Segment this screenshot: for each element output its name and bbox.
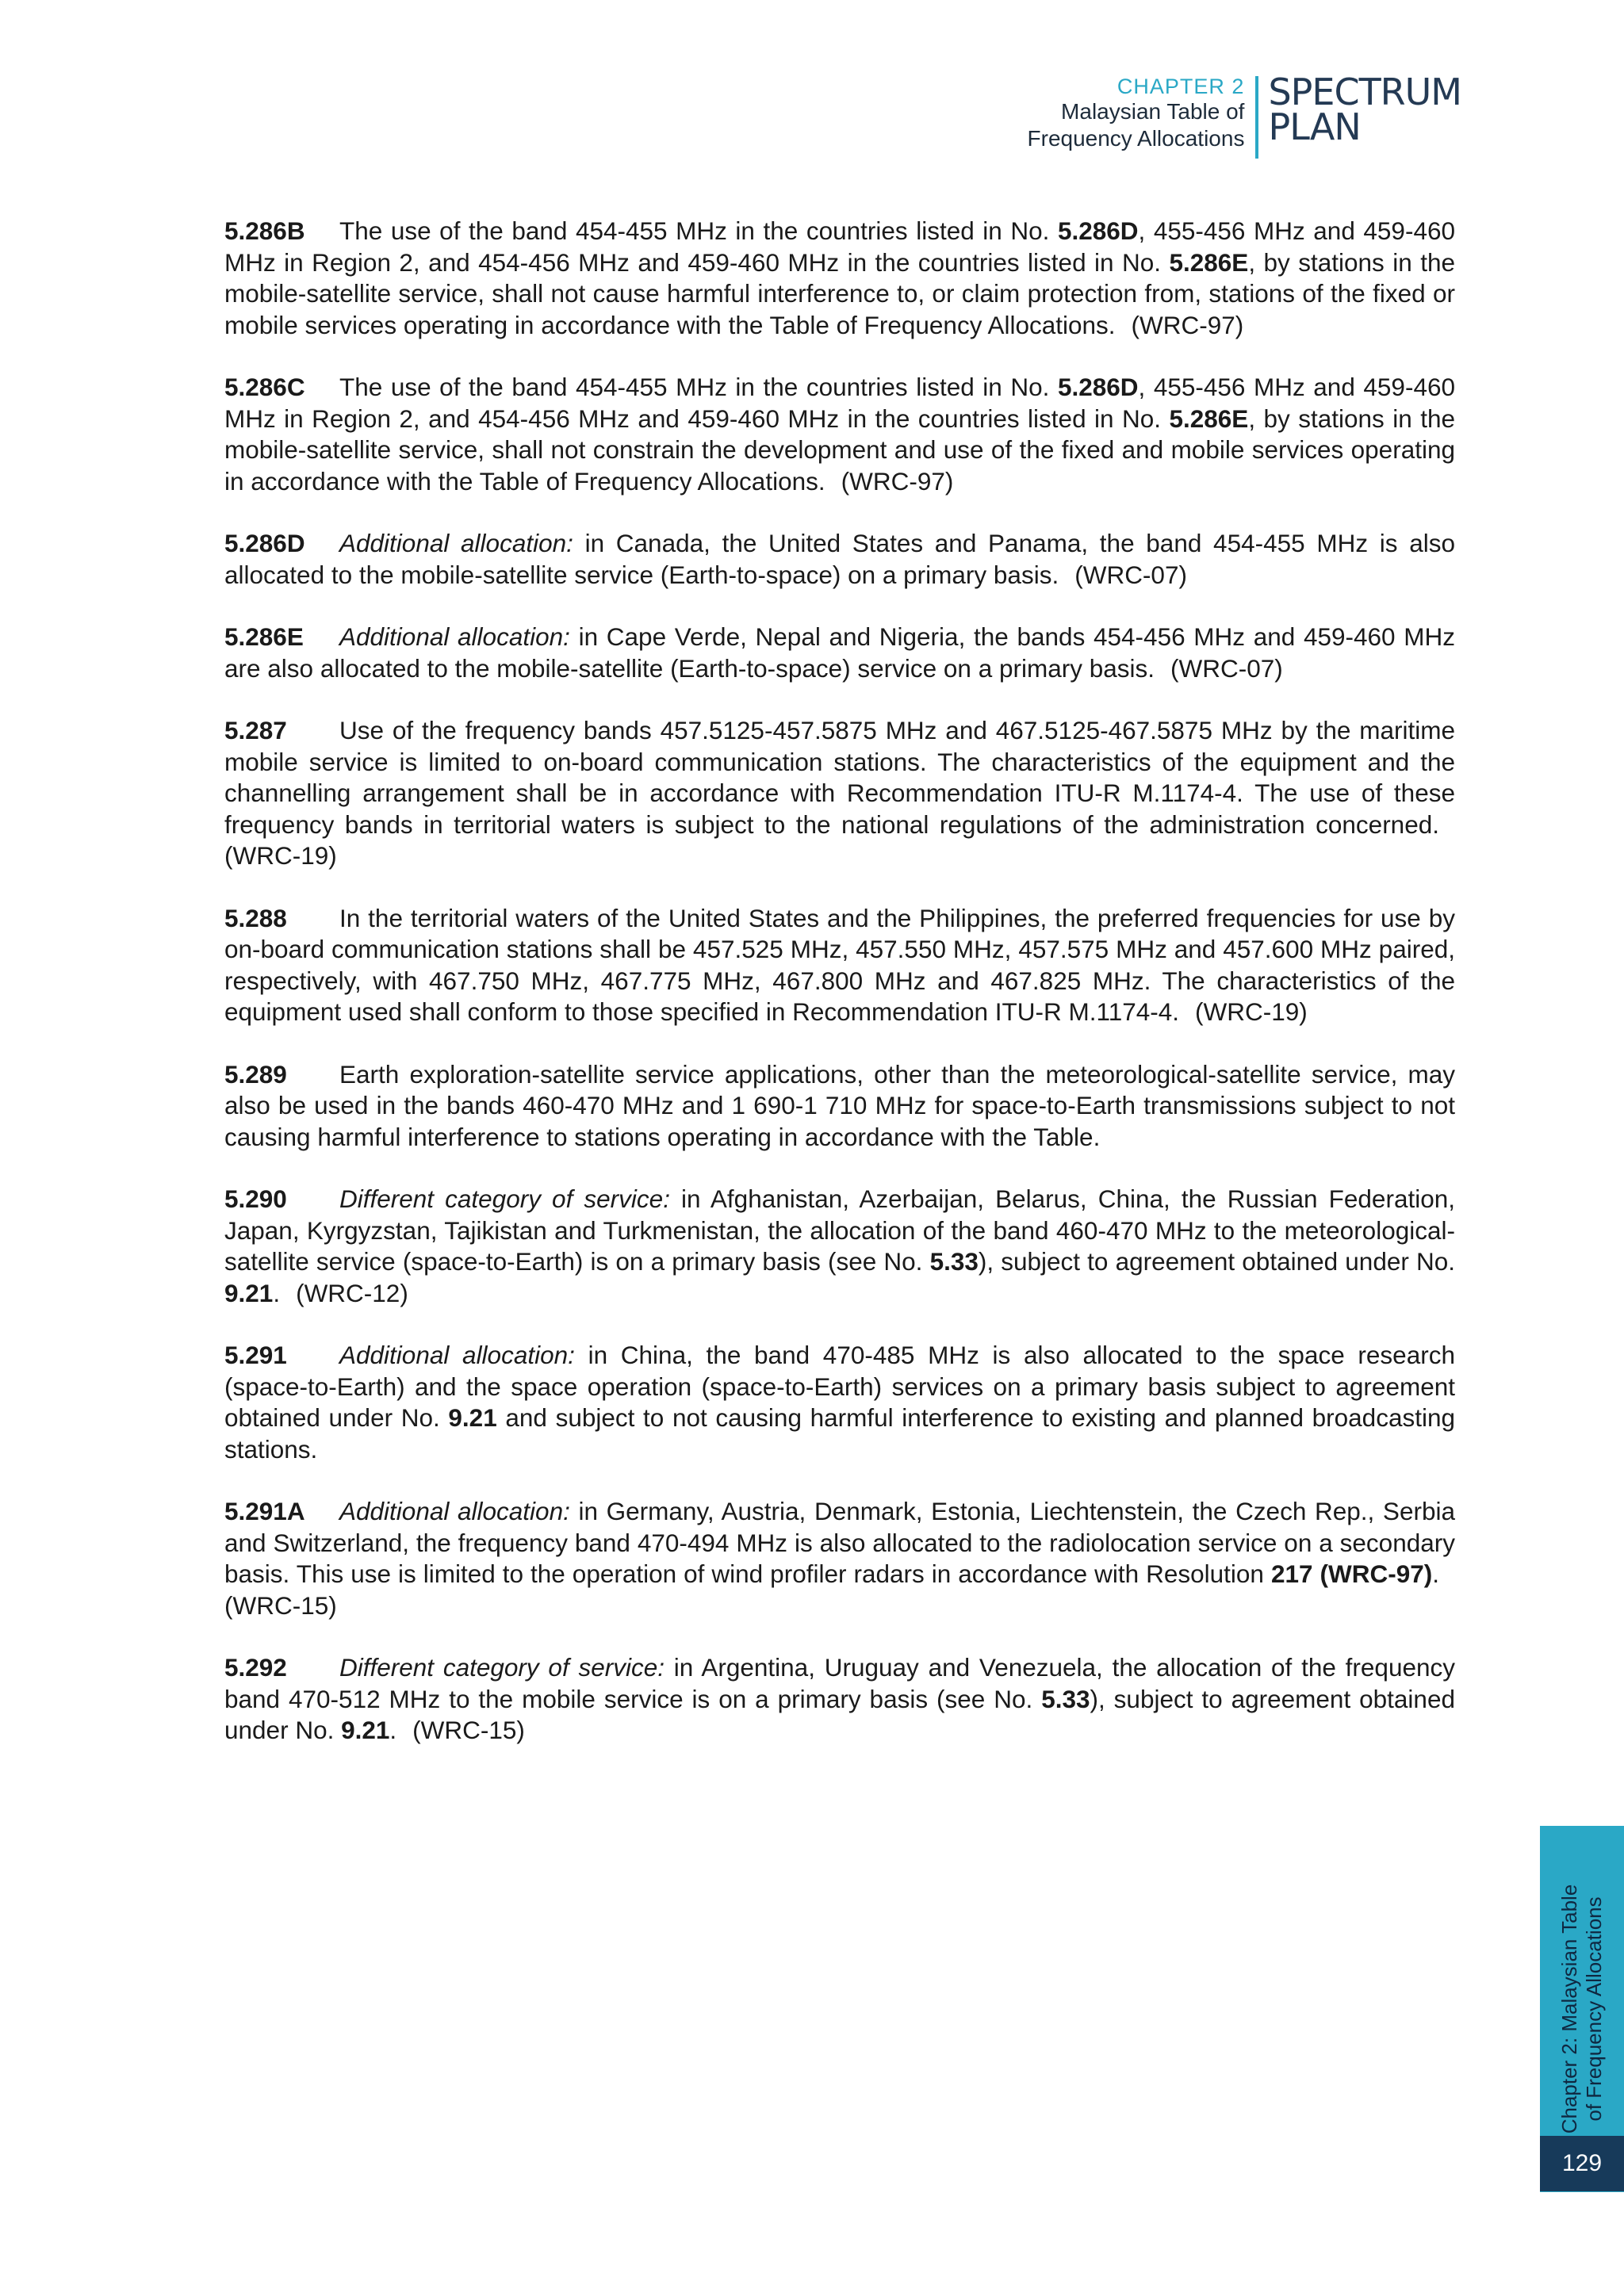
logo-line-2: PLAN [1268,105,1361,148]
footnote-text: and subject to not causing harmful interference to existing and planned broadcasting stations. [224,1403,1456,1464]
footnote-text: in Afghanistan, Azerbaijan, Belarus, China, the Russian Federation, Japan, Kyrgyzstan, Tajikistan and Turkmenistan, the allocation of the band 460-470 MHz to the meteorological-satellite service (space-to-Earth) is on a primary basis (see No. [224,1184,1456,1276]
page-number: 129 [1540,2136,1624,2191]
conference-reference: (WRC-15) [412,1716,525,1744]
cross-reference: 5.33 [929,1247,979,1276]
footnote-paragraph [224,1340,1455,1465]
footnotes-body [224,216,1455,1777]
footnote-text: ), subject to agreement obtained under No. [224,1684,1455,1744]
footnote-text: , 455-456 MHz and 459-460 MHz in Region 2, and 454-456 MHz and 459-460 MHz in the countries listed in No. [224,373,1455,433]
cross-reference: 217 (WRC-97) [1270,1559,1433,1588]
footnote-number: 5.292 [224,1653,287,1682]
side-tab-line-2: of Frequency Allocations [1582,1896,1606,2122]
chapter-label: CHAPTER 2 [1116,75,1245,98]
page-header [1027,71,1461,162]
footnote-text: in Germany, Austria, Denmark, Estonia, Liechtenstein, the Czech Rep., Serbia and Switzerland, the frequency band 470-494 MHz is also allocated to the radiolocation service on a secondary basis. This use is limited to the operation of wind profiler radars in accordance with Resolution [224,1497,1455,1588]
footnote-paragraph [224,1059,1455,1154]
logo-line-1: SPECTRUM [1268,71,1461,113]
footnote-text: The use of the band 454-455 MHz in the countries listed in No. [339,216,1058,245]
footnote-text: In the territorial waters of the United States and the Philippines, the preferred frequencies for use by on-board communication stations shall be 457.525 MHz, 457.550 MHz, 457.575 MHz and 457.600 MHz paired, respectively, with 467.750 MHz, 467.775 MHz, 467.800 MHz and 467.825 MHz. The characteristics of the equipment used shall conform to those specified in Recommendation ITU-R M.1174-4. [224,903,1455,1026]
footnote-number: 5.291A [224,1497,305,1525]
side-tab-line-1: Chapter 2: Malaysian Table [1557,1884,1581,2134]
side-tab-label [1557,1850,1607,2168]
footnote-number: 5.290 [224,1184,287,1213]
chapter-title-line-1: Malaysian Table of [1061,99,1245,124]
footnote-text: , 455-456 MHz and 459-460 MHz in Region 2, and 454-456 MHz and 459-460 MHz in the countries listed in No. [224,216,1455,277]
footnote-paragraph [224,1496,1455,1621]
footnote-number: 5.291 [224,1341,287,1369]
chapter-title-line-2: Frequency Allocations [1027,126,1245,151]
footnote-text: Use of the frequency bands 457.5125-457.5875 MHz and 467.5125-467.5875 MHz by the maritime mobile service is limited to on-board communication stations. The characteristics of the equipment and the channelling arrangement shall be in accordance with Recommendation ITU-R M.1174-4. The use of these frequency bands in territorial waters is subject to the national regulations of the administration concerned. [224,716,1455,839]
cross-reference: 5.286D [1057,216,1139,245]
cross-reference: 9.21 [448,1403,497,1432]
cross-reference: 9.21 [341,1716,390,1744]
footnote-number: 5.286C [224,373,305,401]
footnote-text: , by stations in the mobile-satellite service, shall not cause harmful interference to, or claim protection from, stations of the fixed or mobile services operating in accordance with the Table of Frequency Allocations. [224,247,1455,339]
footnote-paragraph [224,1652,1455,1747]
footnote-paragraph [224,1184,1455,1309]
footnote-number: 5.286E [224,622,304,651]
footnote-number: 5.289 [224,1059,287,1089]
footnote-text: ), subject to agreement obtained under No. [978,1247,1455,1276]
footnote-number: 5.287 [224,716,287,744]
footnote-text: , by stations in the mobile-satellite service, shall not constrain the development and use of the fixed and mobile services operating in accordance with the Table of Frequency Allocations. [224,404,1455,496]
spectrum-plan-logo [1258,71,1461,162]
conference-reference: (WRC-15) [224,1590,337,1620]
footnote-text: . [1432,1559,1439,1588]
footnote-text: Earth exploration-satellite service applications, other than the meteorological-satellite service, may also be used in the bands 460-470 MHz and 1 690-1 710 MHz for space-to-Earth transmissions subject to not causing harmful interference to stations operating in accordance with the Table. [224,1059,1455,1151]
cross-reference: 9.21 [224,1278,274,1307]
cross-reference: 5.286D [1057,373,1139,401]
allocation-qualifier: Additional allocation: [339,622,570,651]
allocation-qualifier: Additional allocation: [339,1341,575,1369]
footnote-paragraph [224,216,1455,341]
conference-reference: (WRC-19) [1195,997,1308,1026]
conference-reference: (WRC-07) [1170,653,1283,683]
footnote-paragraph [224,715,1455,872]
footnote-text: in China, the band 470-485 MHz is also allocated to the space research (space-to-Earth) and the space operation (space-to-Earth) services on a primary basis subject to agreement obtained under No. [224,1341,1455,1432]
header-text [1028,75,1256,162]
footnote-number: 5.286B [224,216,305,245]
allocation-qualifier: Additional allocation: [339,529,573,557]
cross-reference: 5.286E [1169,247,1249,277]
footnote-paragraph [224,903,1455,1028]
footnote-text: . [273,1278,281,1307]
footnote-paragraph [224,528,1455,591]
footnote-text: . [389,1716,397,1744]
footnote-paragraph [224,622,1455,684]
footnote-text: in Cape Verde, Nepal and Nigeria, the bands 454-456 MHz and 459-460 MHz are also allocated to the mobile-satellite (Earth-to-space) service on a primary basis. [224,622,1455,683]
cross-reference: 5.286E [1169,404,1249,433]
conference-reference: (WRC-97) [1131,310,1244,339]
allocation-qualifier: Different category of service: [339,1184,670,1213]
footnote-text: The use of the band 454-455 MHz in the countries listed in No. [339,373,1058,401]
cross-reference: 5.33 [1041,1684,1090,1713]
footnote-text: in Argentina, Uruguay and Venezuela, the allocation of the frequency band 470-512 MHz to the mobile service is on a primary basis (see No. [224,1653,1455,1713]
footnote-paragraph [224,372,1455,497]
footnote-number: 5.288 [224,903,287,932]
allocation-qualifier: Additional allocation: [339,1497,570,1525]
conference-reference: (WRC-97) [841,466,954,496]
conference-reference: (WRC-12) [296,1278,408,1307]
conference-reference: (WRC-07) [1074,560,1187,589]
footnote-number: 5.286D [224,529,305,557]
footnote-text: in Canada, the United States and Panama, the band 454-455 MHz is also allocated to the mobile-satellite service (Earth-to-space) on a primary basis. [224,529,1455,589]
conference-reference: (WRC-19) [224,841,337,870]
allocation-qualifier: Different category of service: [339,1653,665,1682]
